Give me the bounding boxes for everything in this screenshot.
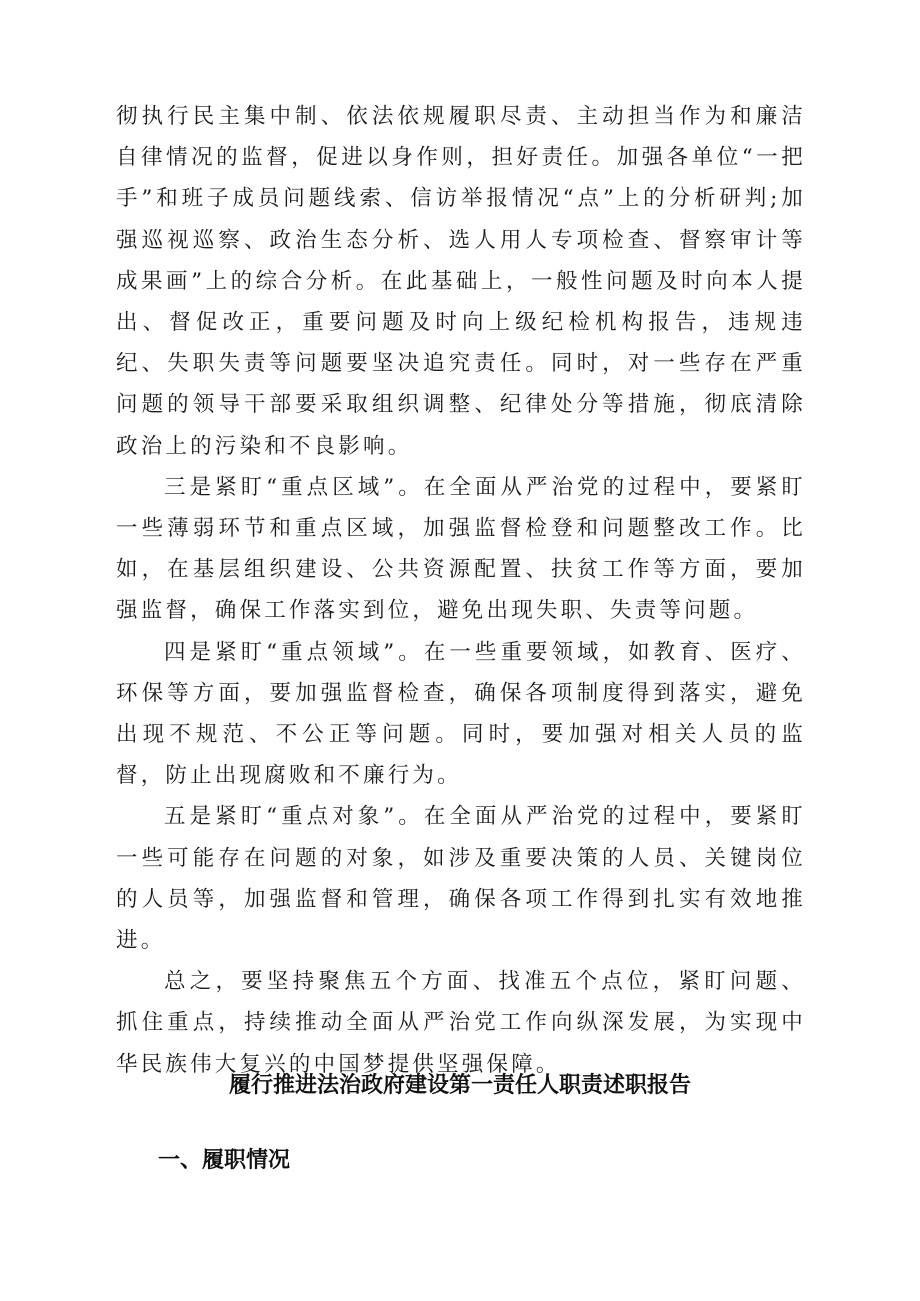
document-body bbox=[116, 96, 806, 1085]
paragraph-point-three: 三是紧盯“重点区域”。在全面从严治党的过程中，要紧盯一些薄弱环节和重点区域，加强监督检登和问题整改工作。比如，在基层组织建设、公共资源配置、扶贫工作等方面，要加强监督，确保工作落实到位，避免出现失职、失责等问题。 bbox=[116, 474, 806, 624]
paragraph-conclusion: 总之，要坚持聚焦五个方面、找准五个点位，紧盯问题、抓住重点，持续推动全面从严治党工作向纵深发展，为实现中华民族伟大复兴的中国梦提供坚强保障。 bbox=[116, 969, 806, 1077]
section-heading: 一、履职情况 bbox=[158, 1148, 291, 1173]
paragraph-point-four: 四是紧盯“重点领域”。在一些重要领域，如教育、医疗、环保等方面，要加强监督检查，确保各项制度得到落实，避免出现不规范、不公正等问题。同时，要加强对相关人员的监督，防止出现腐败和不廉行为。 bbox=[116, 639, 806, 789]
report-title: 履行推进法治政府建设第一责任人职责述职报告 bbox=[228, 1073, 691, 1098]
paragraph-point-five: 五是紧盯“重点对象”。在全面从严治党的过程中，要紧盯一些可能存在问题的对象，如涉及重要决策的人员、关键岗位的人员等，加强监督和管理，确保各项工作得到扎实有效地推进。 bbox=[116, 804, 806, 954]
paragraph-continued: 彻执行民主集中制、依法依规履职尽责、主动担当作为和廉洁自律情况的监督，促进以身作则，担好责任。加强各单位“一把手”和班子成员问题线索、信访举报情况“点”上的分析研判;加强巡视巡察、政治生态分析、选人用人专项检查、督察审计等成果画”上的综合分析。在此基础上，一般性问题及时向本人提出、督促改正，重要问题及时向上级纪检机构报告，违规违纪、失职失责等问题要坚决追究责任。同时，对一些存在严重问题的领导干部要采取组织调整、纪律处分等措施，彻底清除政治上的污染和不良影响。 bbox=[116, 104, 806, 459]
